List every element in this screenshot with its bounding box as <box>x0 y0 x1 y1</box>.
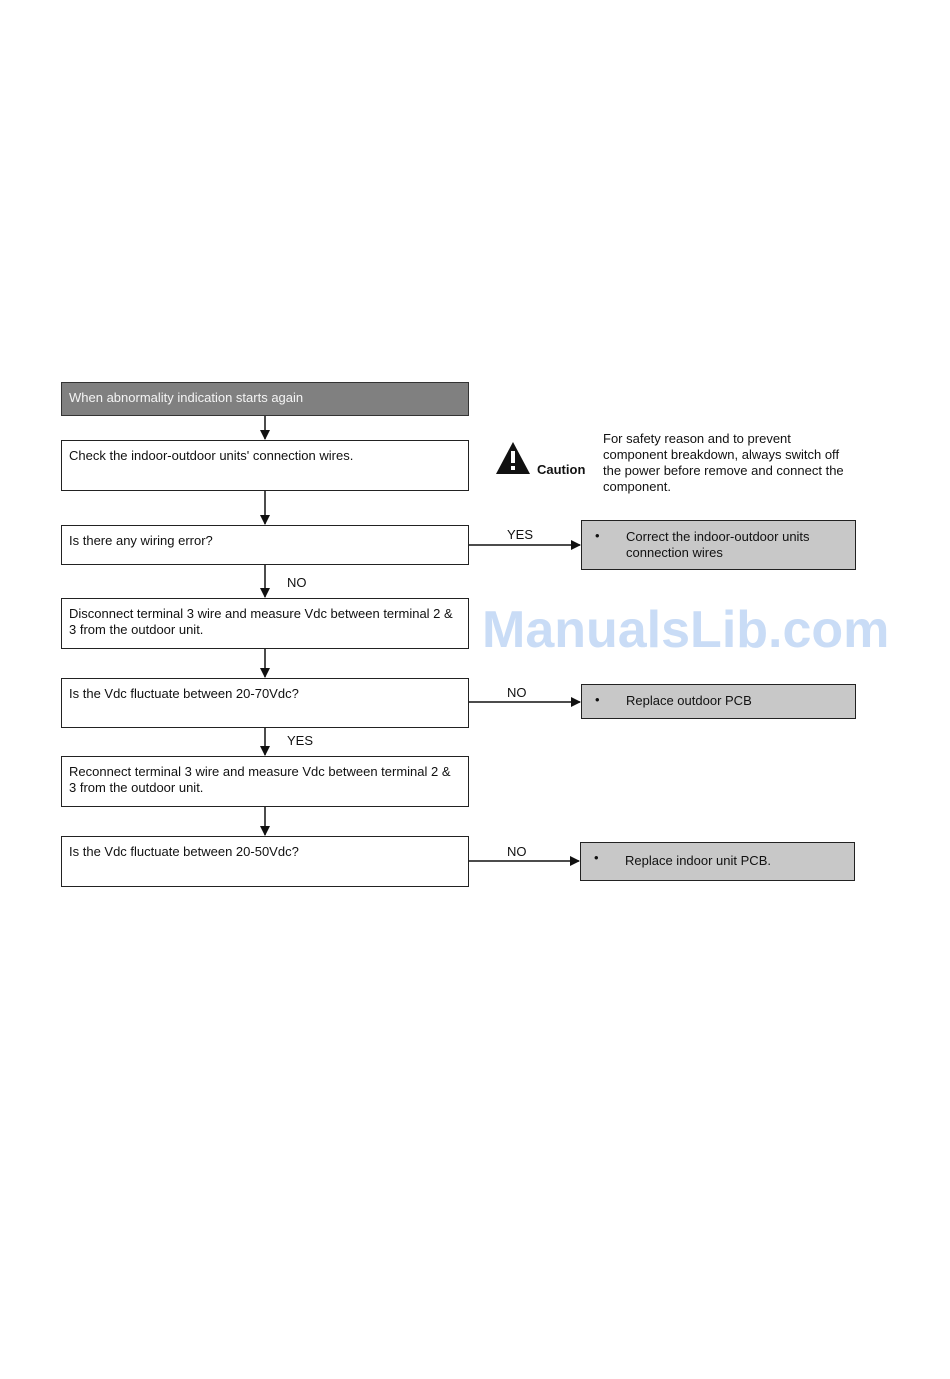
result-text: Correct the indoor-outdoor units connection wires <box>626 529 810 560</box>
label-no-1: NO <box>287 575 307 590</box>
label-no-3: NO <box>507 844 527 859</box>
result-correct-wires <box>581 520 856 570</box>
result-replace-indoor-pcb <box>580 842 855 881</box>
bullet: • <box>595 528 600 543</box>
label-no-2: NO <box>507 685 527 700</box>
bullet: • <box>595 692 600 707</box>
question-wiring-error: Is there any wiring error? <box>61 525 469 565</box>
step-reconnect-terminal: Reconnect terminal 3 wire and measure Vdc between terminal 2 & 3 from the outdoor unit. <box>61 756 469 807</box>
label-yes-2: YES <box>287 733 314 748</box>
caution-note: For safety reason and to prevent component breakdown, always switch off the power before remove and connect the component. <box>603 431 844 494</box>
bullet: • <box>594 850 599 865</box>
label-yes-1: YES <box>507 527 534 542</box>
question-vdc-20-50: Is the Vdc fluctuate between 20-50Vdc? <box>61 836 469 887</box>
question-vdc-20-70: Is the Vdc fluctuate between 20-70Vdc? <box>61 678 469 728</box>
start-box: When abnormality indication starts again <box>61 382 469 416</box>
caution-warning-icon <box>496 442 530 474</box>
result-text: Replace indoor unit PCB. <box>625 853 771 868</box>
watermark: ManualsLib.com <box>482 601 890 659</box>
step-check-wires: Check the indoor-outdoor units' connection wires. <box>61 440 469 491</box>
caution-label: Caution <box>537 462 586 477</box>
step-disconnect-terminal: Disconnect terminal 3 wire and measure Vdc between terminal 2 & 3 from the outdoor unit. <box>61 598 469 649</box>
result-text: Replace outdoor PCB <box>626 693 752 708</box>
result-replace-outdoor-pcb <box>581 684 856 719</box>
